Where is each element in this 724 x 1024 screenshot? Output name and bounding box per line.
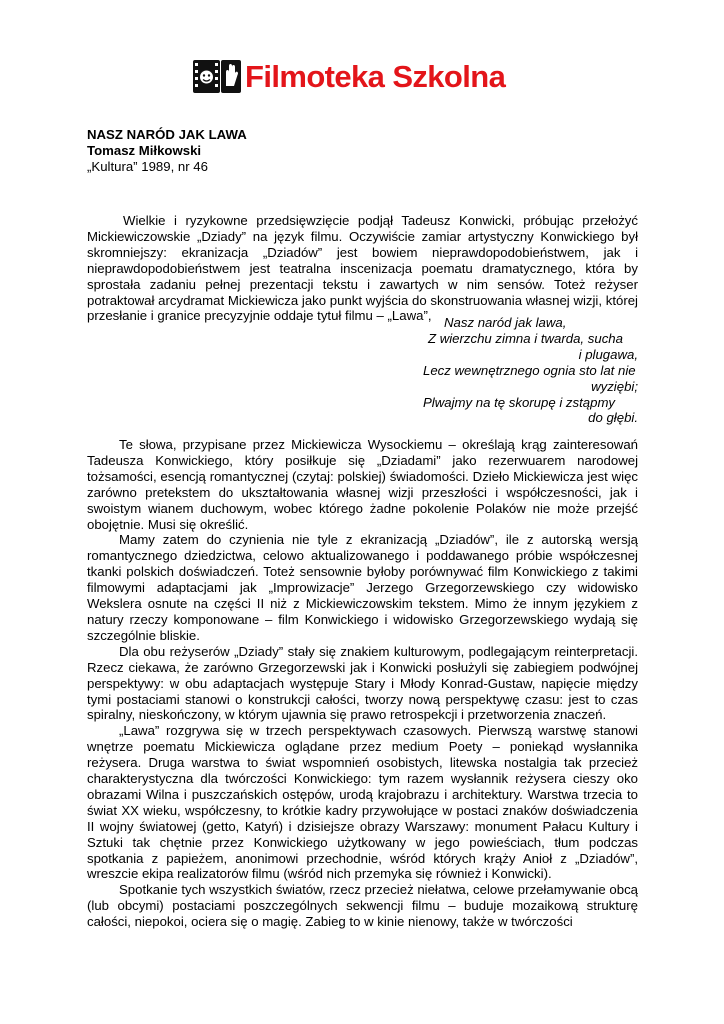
poem-line: Lecz wewnętrznego ognia sto lat nie — [423, 362, 636, 378]
body-paragraph: Mamy zatem do czynienia nie tyle z ekranizacją „Dziadów”, ile z autorską wersją romantycznego dziedzictwa, celowo aktualizowanego i poddawanego próbie współczesnej tkanki polskich doświadczeń. Toteż sensownie byłoby porównywać film Konwickiego z takimi filmowymi adaptacjami jak „Improwizacje” Jerzego Grzegorzewskiego czy widowisko Wekslera osnute na części II niż z Mickiewiczowskim tekstem. Mimo że innym językiem z natury rzeczy komponowane – film Konwickiego i widowisko Grzegorzewskiego wydają się szczególnie bliskie. — [87, 532, 638, 643]
intro-section — [87, 213, 638, 324]
poem-line: Z wierzchu zimna i twarda, sucha — [428, 330, 623, 346]
body-paragraph: Dla obu reżyserów „Dziady” stały się znakiem kulturowym, podlegającym reinterpretacji. Rzecz ciekawa, że zarówno Grzegorzewski jak i Konwicki posłużyli się zabiegiem podwójnej perspektywy: w obu adaptacjach występuje Stary i Młody Konrad-Gustaw, napięcie między tymi postaciami stanowi o konstrukcji całości, tworzy nową perspektywę czasu: jest to czas spiralny, nieskończony, w którym ujawnia się prawo retrospekcji i przetworzenia znaczeń. — [87, 643, 638, 723]
filmoteka-logo — [193, 55, 505, 97]
article-header — [87, 127, 247, 175]
poem-quote — [380, 315, 638, 426]
poem-line: Nasz naród jak lawa, — [444, 315, 567, 330]
poem-line: wyziębi; — [591, 378, 638, 394]
poem-line: do głębi. — [588, 410, 638, 426]
article-body — [87, 437, 638, 930]
article-source: „Kultura” 1989, nr 46 — [87, 159, 208, 174]
film-frame-icon — [193, 60, 220, 93]
hand-icon — [221, 60, 241, 93]
intro-paragraph: Wielkie i ryzykowne przedsięwzięcie podjął Tadeusz Konwicki, próbując przełożyć Mickiewiczowskie „Dziady” na język filmu. Oczywiście zamiar artystyczny Konwickiego był skromniejszy: ekranizacja „Dziadów” jest bowiem nieprawdopodobieństwem, jak i nieprawdopodobieństwem jest teatralna inscenizacja poematu dramatycznego, która by sprostała zadaniu pełnej prezentacji tekstu i zawartych w nim sensów. Toteż reżyser potraktował arcydramat Mickiewicza jako punkt wyjścia do skonstruowania własnej wizji, której przesłanie i granice precyzyjnie oddaje tytuł filmu – „Lawa”, — [87, 213, 638, 324]
article-author: Tomasz Miłkowski — [87, 143, 202, 158]
body-paragraph: Spotkanie tych wszystkich światów, rzecz przecież niełatwa, celowe przełamywanie obcą (lub obcymi) postaciami poszczególnych sekwencji filmu – buduje mozaikową strukturę całości, niepokoi, ociera się o magię. Zabieg to w kinie nienowy, także w twórczości — [87, 882, 638, 930]
logo-icons — [193, 60, 241, 93]
poem-line: Plwajmy na tę skorupę i zstąpmy — [423, 394, 616, 410]
body-paragraph: „Lawa” rozgrywa się w trzech perspektywach czasowych. Pierwszą warstwę stanowi wnętrze poematu Mickiewicza oglądane przez medium Poety – poniekąd wysłannika reżysera. Druga warstwa to świat wspomnień osobistych, litewska nostalgia tak przecież charakterystyczna dla twórczości Konwickiego: tym razem wysłannik reżysera cieszy oko obrazami Wilna i puszczańskich ostępów, urodą krajobrazu i architektury. Warstwa trzecia to świat XX wieku, współczesny, to krótkie kadry przywołujące w postaci znaków doświadczenia II wojny światowej (getto, Katyń) i dzisiejsze obrazy Warszawy: monument Pałacu Kultury i Sztuki tak chętnie przez Konwickiego użytkowany w jego powieściach, tłum podczas spotkania z papieżem, anonimowi przechodnie, wśród których krąży Anioł z „Dziadów”, wreszcie ekipa realizatorów filmu (wśród nich przemyka się również i Konwicki). — [87, 723, 638, 882]
article-title: NASZ NARÓD JAK LAWA — [87, 127, 247, 142]
logo-text: Filmoteka Szkolna — [245, 58, 506, 94]
body-paragraph: Te słowa, przypisane przez Mickiewicza Wysockiemu – określają krąg zainteresowań Tadeusza Konwickiego, który posiłkuje się „Dziadami” jako rezerwuarem narodowej tożsamości, esencją romantycznej (czytaj: polskiej) świadomości. Dzieło Mickiewicza jest więc zarówno pretekstem do ukształtowania własnej wizji przeszłości i współczesności, jak i swoistym wianem duchowym, wobec którego żadne pokolenie Polaków nie może przejść obojętnie. Musi się określić. — [87, 437, 638, 532]
poem-line: i plugawa, — [578, 346, 638, 362]
